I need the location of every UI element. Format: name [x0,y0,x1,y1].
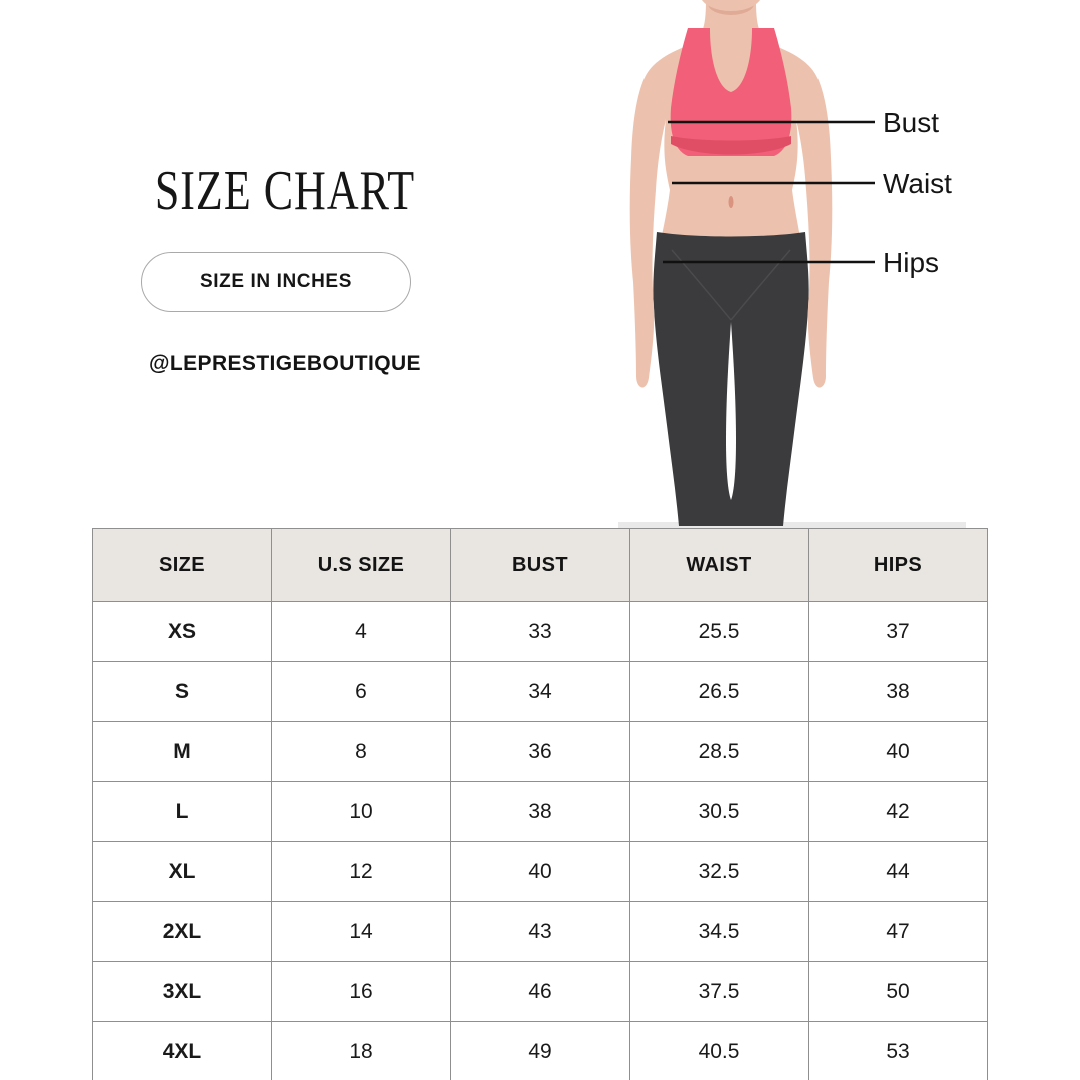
table-cell: 53 [809,1022,988,1080]
table-cell: 28.5 [630,722,809,782]
table-cell: 38 [451,782,630,842]
table-cell: 40 [809,722,988,782]
waist-label: Waist [883,168,952,199]
table-row [93,602,988,662]
table-cell: XS [93,602,272,662]
table-cell: 14 [272,902,451,962]
size-table-header-row [93,529,988,602]
table-cell: 37 [809,602,988,662]
table-row [93,1022,988,1080]
table-cell: 6 [272,662,451,722]
size-unit-badge-label: SIZE IN INCHES [200,271,352,292]
table-row [93,962,988,1022]
table-row [93,662,988,722]
table-cell: 40.5 [630,1022,809,1080]
page-title: SIZE CHART [154,159,416,222]
table-cell: 33 [451,602,630,662]
table-cell: L [93,782,272,842]
table-cell: 30.5 [630,782,809,842]
table-cell: XL [93,842,272,902]
table-cell: M [93,722,272,782]
table-cell: 34 [451,662,630,722]
table-cell: 37.5 [630,962,809,1022]
column-header-hips: HIPS [809,529,988,602]
body-measurement-figure [600,0,1080,530]
table-row [93,902,988,962]
column-header-us-size: U.S SIZE [272,529,451,602]
table-row [93,782,988,842]
table-cell: S [93,662,272,722]
table-cell: 16 [272,962,451,1022]
table-cell: 43 [451,902,630,962]
brand-handle: @LEPRESTIGEBOUTIQUE [149,352,421,375]
size-unit-badge [141,252,411,312]
table-cell: 18 [272,1022,451,1080]
bust-label: Bust [883,107,940,138]
table-cell: 25.5 [630,602,809,662]
hips-label: Hips [883,247,940,278]
table-cell: 8 [272,722,451,782]
table-cell: 26.5 [630,662,809,722]
table-cell: 4XL [93,1022,272,1080]
column-header-waist: WAIST [630,529,809,602]
table-cell: 10 [272,782,451,842]
table-cell: 4 [272,602,451,662]
table-cell: 44 [809,842,988,902]
table-cell: 38 [809,662,988,722]
table-cell: 42 [809,782,988,842]
table-cell: 36 [451,722,630,782]
table-cell: 2XL [93,902,272,962]
table-cell: 46 [451,962,630,1022]
figure-navel [729,196,734,208]
column-header-bust: BUST [451,529,630,602]
table-cell: 34.5 [630,902,809,962]
table-row [93,722,988,782]
table-cell: 47 [809,902,988,962]
table-cell: 49 [451,1022,630,1080]
table-cell: 12 [272,842,451,902]
table-row [93,842,988,902]
size-table [92,528,988,1080]
column-header-size: SIZE [93,529,272,602]
table-cell: 50 [809,962,988,1022]
table-cell: 40 [451,842,630,902]
table-cell: 32.5 [630,842,809,902]
table-cell: 3XL [93,962,272,1022]
